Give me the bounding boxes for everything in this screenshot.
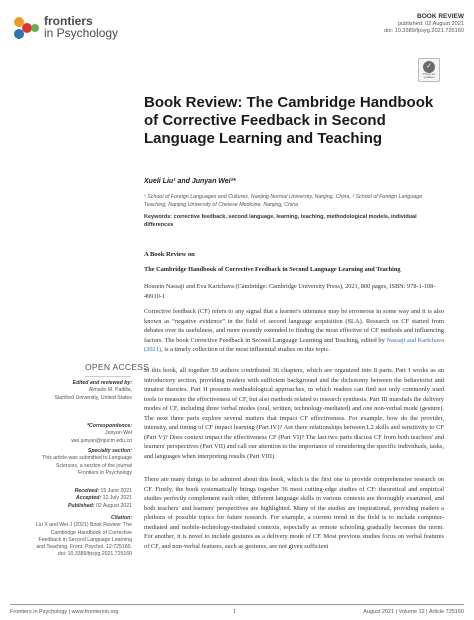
accepted-label: Accepted: xyxy=(76,495,102,502)
article-title: Book Review: The Cambridge Handbook of Corrective Feedback in Second Language Learning and Teaching xyxy=(144,94,434,147)
article-meta-header xyxy=(384,13,464,36)
journal-logo-text xyxy=(44,15,118,39)
specialty-label: Specialty section: xyxy=(87,448,132,454)
citation-text: Liu X and Wei J (2021) Book Review: The Cambridge Handbook of Corrective Feedback in Second Language Learning and Teaching. Front. Psychol. 12:725160. doi: 10.3389/fpsyg.2021.725160 xyxy=(35,522,132,558)
citation-info xyxy=(34,515,132,559)
journal-name-line2: in Psychology xyxy=(44,26,119,40)
review-heading: A Book Review on xyxy=(144,251,195,258)
correspondence-info xyxy=(34,423,132,445)
footer-divider xyxy=(10,604,464,605)
published-label: Published: xyxy=(67,502,95,509)
paragraph-3: There are many things to be admired about this book, which is the first one to provide comprehensive research on CF. Firstly, the book systematically brings together 36 most cutting-edge studies of CF: theoretical and empirical studies perfectly complement each other, different language skills in various contexts are thoroughly examined, and both teachers' and learners' perspectives are highlighted. Many of the studies are inspirational, providing readers a plethora of possible topics for future research. For example, a current trend in the field is to include computer-mediated and mobile-technology-mediated contexts, especially as remote schooling gradually becomes the norm. For another, it is novel to include gestures as a delivery mode of CF. Most previous studies focus on verbal features of CF, and non-verbal features, such as gestures, are not given sufficient xyxy=(144,476,444,550)
author-affiliations: ¹ School of Foreign Languages and Cultures, Nanjing Normal University, Nanjing, China, ² School of Foreign Language Teaching, Nanjing University of Chinese Medicine, Nanjing, China xyxy=(144,194,423,208)
journal-name-line1: frontiers xyxy=(44,14,93,28)
keywords-list: corrective feedback, second language, learning, teaching, methodological models, individual differences xyxy=(144,214,417,228)
published-date: published: 02 August 2021 xyxy=(398,20,464,27)
received-label: Received: xyxy=(74,488,100,494)
published-date-sidebar: 02 August 2021 xyxy=(95,502,132,509)
footer-journal[interactable]: Frontiers in Psychology | www.frontiersin.org xyxy=(10,609,119,615)
check-for-updates-badge[interactable] xyxy=(418,58,440,82)
editor-info xyxy=(34,380,132,402)
check-updates-icon: ✓ xyxy=(423,61,435,73)
specialty-section-info xyxy=(34,448,132,477)
open-access-label: OPEN ACCESS xyxy=(85,362,150,372)
sidebar-divider xyxy=(85,376,131,377)
correspondence-email[interactable]: wei.junyan@njucm.edu.cn xyxy=(71,437,132,444)
paragraph-1 xyxy=(144,307,444,355)
check-updates-label: Check for updates xyxy=(422,72,436,80)
keywords-label: Keywords: xyxy=(144,214,173,220)
article-dates xyxy=(34,488,132,510)
author-list[interactable]: Xueli Liu¹ and Junyan Wei²* xyxy=(144,178,236,185)
received-date: 15 June 2021 xyxy=(100,488,132,494)
correspondence-name: Junyan Wei xyxy=(104,430,132,437)
page-number: 1 xyxy=(233,609,237,615)
citation-label: Citation: xyxy=(110,515,132,521)
accepted-date: 12 July 2021 xyxy=(102,495,132,502)
correspondence-label: *Correspondence: xyxy=(87,423,132,429)
article-doi[interactable]: doi: 10.3389/fpsyg.2021.725160 xyxy=(384,28,464,34)
edited-label: Edited and reviewed by: xyxy=(72,380,132,386)
paragraph-1-text: Corrective feedback (CF) refers to any signal that a learner's utterance may be erroneous in some way and it is also known as “negative evidence” in the field of second language acquisition (SLA). Research on CF started from debates over its usefulness, and more recently extended to finding the most effective of CF methods and influencing factors. The book Corrective Feedback in Second Language Learning and Teaching, edited by xyxy=(144,308,444,344)
frontiers-logo-icon xyxy=(11,16,41,40)
book-title: The Cambridge Handbook of Corrective Feedback in Second Language Learning and Teaching xyxy=(144,266,401,273)
editor-affiliation: Stanford University, United States xyxy=(54,394,132,401)
book-reference: Hossein Nassaji and Eva Kartchava (Cambridge: Cambridge University Press), 2021, 800 pages, ISBN: 978-1-108-49910-1 xyxy=(144,283,436,300)
footer-issue-info: August 2021 | Volume 12 | Article 725160 xyxy=(363,609,464,615)
keywords xyxy=(144,213,444,229)
specialty-text: This article was submitted to Language Sciences, a section of the journal Frontiers in Psychology xyxy=(42,455,132,476)
paragraph-1-text-end: , is a timely collection of the most influential studies on this topic. xyxy=(161,346,331,353)
reference-link[interactable]: Nassaji and Kartchava (2021) xyxy=(144,336,444,353)
editor-name: Almado M. Padilla, xyxy=(88,387,132,394)
paragraph-2: In this book, all together 59 authors contributed 36 chapters, which are organized into 8 parts. Part I works as an introductory section, providing readers with sufficient background and the dichotomy between the behaviorist and innatest theories. Part II presents methodological approaches, in which readers can find not only commonly used tools to measure the effectiveness of CF, but also methods related to research synthesis. Part III marshals the delivery modes of CF, including three verbal modes (oral, written, technology-mediated) and one non-verbal mode (gesture). The next three parts explore several matters that impact CF effectiveness. For example, how do the provider, intensity, and timing of CF impact learning (Part IV)? Are there relationships between L2 skills and sensitivity to CF (Part V)? Does context impact the effectiveness CF (Part VI)? The last two parts discuss CF from both teachers' and learners' perspectives (Part VII) and call our attention to the importance of considering the specific individuals, tasks, and languages when interpreting results (Part VIII). xyxy=(144,367,444,460)
article-type: BOOK REVIEW xyxy=(417,13,464,20)
